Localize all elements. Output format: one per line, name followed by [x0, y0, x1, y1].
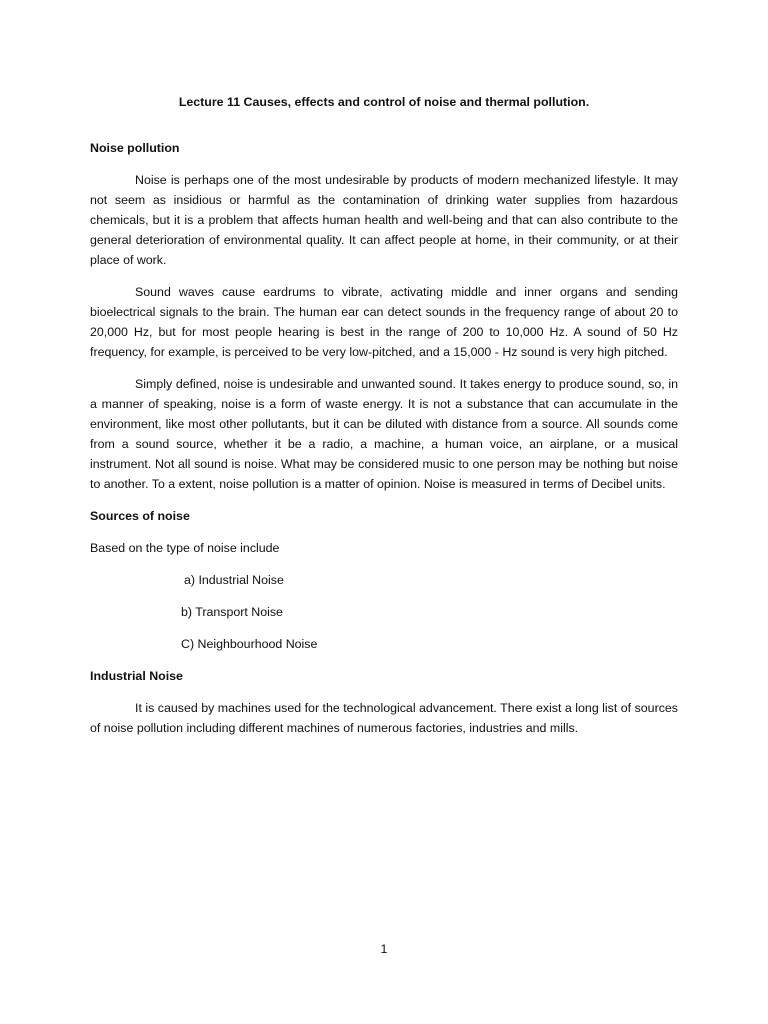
paragraph-noise-intro: Noise is perhaps one of the most undesirable by products of modern mechanized lifestyle. It may not seem as insidious or harmful as the contamination of drinking water supplies from hazardous chemicals, but it is a problem that affects human health and well-being and that can also contribute to the general deterioration of environmental quality. It can affect people at home, in their community, or at their place of work. [90, 173, 678, 267]
paragraph-industrial-noise: It is caused by machines used for the technological advancement. There exist a long list of sources of noise pollution including different machines of numerous factories, industries and mills. [90, 701, 678, 735]
heading-noise-pollution: Noise pollution [90, 141, 180, 155]
document-content [90, 92, 678, 750]
heading-industrial-noise: Industrial Noise [90, 669, 183, 683]
paragraph-sound-waves: Sound waves cause eardrums to vibrate, activating middle and inner organs and sending bioelectrical signals to the brain. The human ear can detect sounds in the frequency range of about 20 to 20,000 Hz, but for most people hearing is best in the range of 200 to 10,000 Hz. A sound of 50 Hz frequency, for example, is perceived to be very low-pitched, and a 15,000 - Hz sound is very high pitched. [90, 285, 678, 359]
list-item-industrial-noise: a) Industrial Noise [184, 573, 284, 587]
list-item-transport-noise: b) Transport Noise [181, 605, 283, 619]
page-number: 1 [380, 942, 388, 956]
paragraph-noise-definition: Simply defined, noise is undesirable and unwanted sound. It takes energy to produce sound, so, in a manner of speaking, noise is a form of waste energy. It is not a substance that can accumulate in the environment, like most other pollutants, but it can be diluted with distance from a source. All sounds come from a sound source, whether it be a radio, a machine, a human voice, an airplane, or a musical instrument. Not all sound is noise. What may be considered music to one person may be nothing but noise to another. To a extent, noise pollution is a matter of opinion. Noise is measured in terms of Decibel units. [90, 377, 678, 491]
sources-intro: Based on the type of noise include [90, 541, 280, 555]
list-item-neighbourhood-noise: C) Neighbourhood Noise [181, 637, 318, 651]
lecture-title: Lecture 11 Causes, effects and control of noise and thermal pollution. [178, 95, 590, 109]
heading-sources-of-noise: Sources of noise [90, 509, 190, 523]
